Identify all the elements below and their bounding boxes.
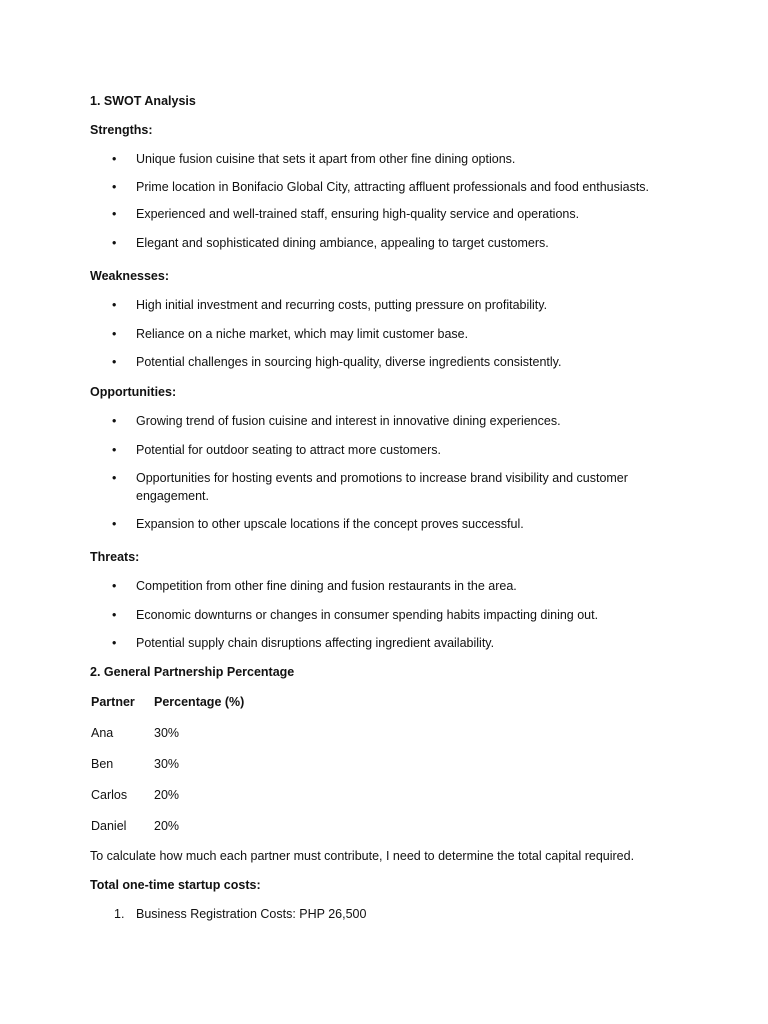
partner-name: Ben bbox=[91, 757, 114, 771]
list-item bbox=[90, 906, 668, 924]
strengths-list bbox=[90, 151, 668, 252]
list-item: • High initial investment and recurring costs, putting pressure on profitability. bbox=[90, 297, 668, 315]
weaknesses-heading: Weaknesses: bbox=[90, 269, 169, 283]
partner-percentage: 20% bbox=[154, 819, 180, 833]
partner-name: Carlos bbox=[91, 788, 128, 802]
calculation-note: To calculate how much each partner must contribute, I need to determine the total capital required. bbox=[90, 849, 635, 863]
section-title-swot: 1. SWOT Analysis bbox=[90, 94, 196, 108]
weaknesses-list bbox=[90, 297, 668, 372]
list-item-text: Business Registration Costs: PHP 26,500 bbox=[136, 907, 367, 921]
list-item: • Unique fusion cuisine that sets it apart from other fine dining options. bbox=[90, 151, 668, 169]
partner-name: Ana bbox=[91, 726, 114, 740]
list-item: • Growing trend of fusion cuisine and interest in innovative dining experiences. bbox=[90, 413, 668, 431]
column-header-partner: Partner bbox=[91, 695, 135, 709]
partner-percentage: 30% bbox=[154, 757, 180, 771]
table-row bbox=[90, 725, 246, 756]
list-item: • Potential supply chain disruptions affecting ingredient availability. bbox=[90, 635, 668, 653]
partner-name: Daniel bbox=[91, 819, 127, 833]
list-item: • Economic downturns or changes in consumer spending habits impacting dining out. bbox=[90, 607, 668, 625]
column-header-percentage: Percentage (%) bbox=[154, 695, 245, 709]
partner-percentage: 20% bbox=[154, 788, 180, 802]
threats-heading: Threats: bbox=[90, 550, 140, 564]
table-row bbox=[90, 787, 246, 818]
opportunities-heading: Opportunities: bbox=[90, 385, 177, 399]
startup-costs-heading: Total one-time startup costs: bbox=[90, 878, 261, 892]
threats-list bbox=[90, 578, 668, 653]
startup-costs-list bbox=[90, 906, 668, 924]
list-item: • Reliance on a niche market, which may limit customer base. bbox=[90, 326, 668, 344]
list-item: • Opportunities for hosting events and promotions to increase brand visibility and customer engagement. bbox=[90, 470, 668, 505]
partner-percentage: 30% bbox=[154, 726, 180, 740]
list-item: • Elegant and sophisticated dining ambiance, appealing to target customers. bbox=[90, 235, 668, 253]
list-item: • Experienced and well-trained staff, ensuring high-quality service and operations. bbox=[90, 206, 668, 224]
list-item: • Potential for outdoor seating to attract more customers. bbox=[90, 442, 668, 460]
table-header-row bbox=[90, 694, 246, 725]
strengths-heading: Strengths: bbox=[90, 123, 153, 137]
opportunities-list bbox=[90, 413, 668, 534]
table-row bbox=[90, 818, 246, 849]
table-row bbox=[90, 756, 246, 787]
list-item: • Prime location in Bonifacio Global City, attracting affluent professionals and food enthusiasts. bbox=[90, 179, 668, 197]
list-item: • Competition from other fine dining and fusion restaurants in the area. bbox=[90, 578, 668, 596]
partnership-table bbox=[90, 694, 246, 849]
section-title-partnership: 2. General Partnership Percentage bbox=[90, 665, 295, 679]
list-item: • Expansion to other upscale locations if the concept proves successful. bbox=[90, 516, 668, 534]
list-item: • Potential challenges in sourcing high-quality, diverse ingredients consistently. bbox=[90, 354, 668, 372]
list-item-number: 1. bbox=[114, 907, 125, 921]
